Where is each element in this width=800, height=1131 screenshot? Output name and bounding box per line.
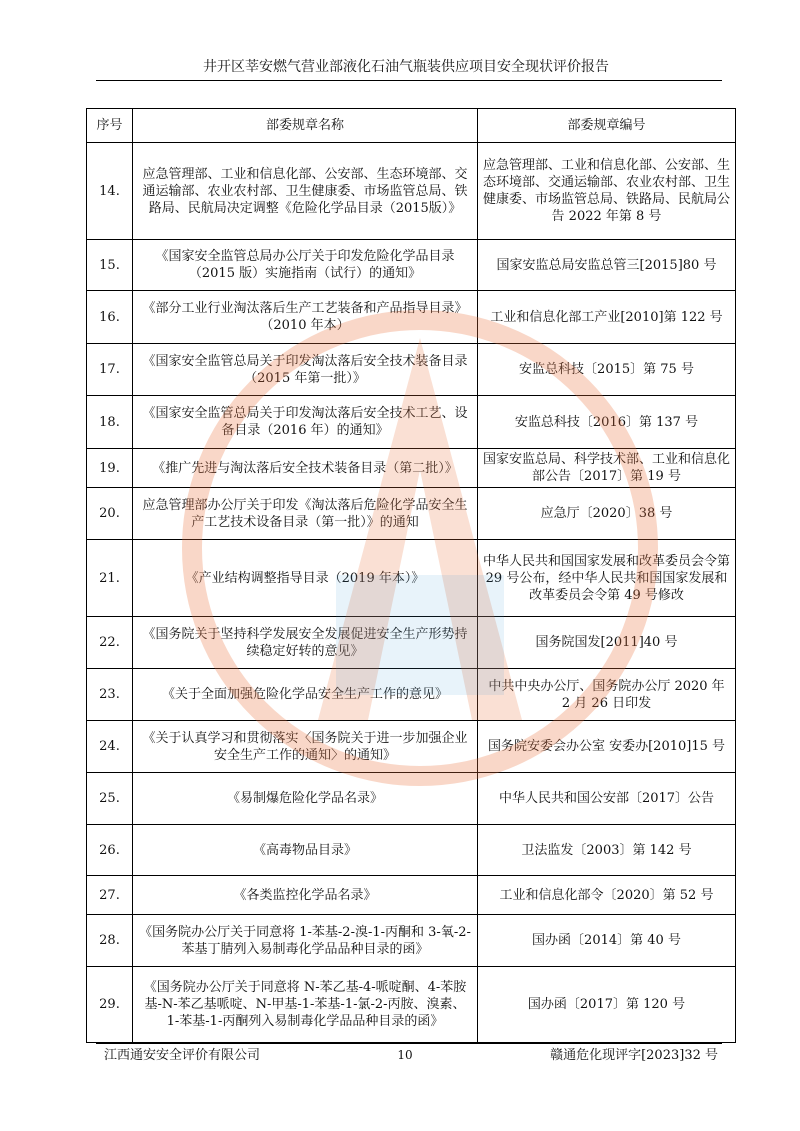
row-number: 22.	[87, 617, 133, 669]
table-row	[87, 344, 736, 396]
regulation-name: 《关于认真学习和贯彻落实〈国务院关于进一步加强企业安全生产工作的通知〉的通知》	[133, 721, 478, 773]
table-row	[87, 396, 736, 449]
regulation-name: 《推广先进与淘汰落后安全技术装备目录（第二批）》	[133, 449, 478, 488]
regulation-name: 《国家安全监管总局关于印发淘汰落后安全技术工艺、设备目录（2016 年）的通知》	[133, 396, 478, 449]
table-row	[87, 449, 736, 488]
row-number: 28.	[87, 915, 133, 967]
row-number: 24.	[87, 721, 133, 773]
row-number: 14.	[87, 143, 133, 240]
regulation-code: 安监总科技〔2015〕第 75 号	[478, 344, 736, 396]
row-number: 16.	[87, 291, 133, 344]
table-row	[87, 617, 736, 669]
column-header-number: 序号	[87, 109, 133, 143]
regulation-name: 《产业结构调整指导目录（2019 年本）》	[133, 540, 478, 617]
table-row	[87, 773, 736, 825]
regulation-name: 《部分工业行业淘汰落后生产工艺装备和产品指导目录》（2010 年本）	[133, 291, 478, 344]
regulation-code: 国办函〔2017〕第 120 号	[478, 967, 736, 1043]
regulation-code: 工业和信息化部令〔2020〕第 52 号	[478, 876, 736, 915]
row-number: 19.	[87, 449, 133, 488]
regulation-code: 国家安监总局安监总管三[2015]80 号	[478, 240, 736, 291]
row-number: 17.	[87, 344, 133, 396]
regulation-code: 安监总科技〔2016〕第 137 号	[478, 396, 736, 449]
footer-divider	[96, 1043, 722, 1044]
row-number: 15.	[87, 240, 133, 291]
row-number: 20.	[87, 488, 133, 540]
regulation-name: 《国务院关于坚持科学发展安全发展促进安全生产形势持续稳定好转的意见》	[133, 617, 478, 669]
table-row	[87, 540, 736, 617]
regulation-name: 《国家安全监管总局关于印发淘汰落后安全技术装备目录（2015 年第一批）》	[133, 344, 478, 396]
row-number: 27.	[87, 876, 133, 915]
row-number: 26.	[87, 825, 133, 876]
regulation-code: 卫法监发〔2003〕第 142 号	[478, 825, 736, 876]
row-number: 18.	[87, 396, 133, 449]
regulation-name: 《国务院办公厅关于同意将 N-苯乙基-4-哌啶酮、4-苯胺基-N-苯乙基哌啶、N-甲基-1-苯基-1-氯-2-丙胺、溴素、1-苯基-1-丙酮列入易制毒化学品品种目录的函》	[133, 967, 478, 1043]
regulation-name: 应急管理部、工业和信息化部、公安部、生态环境部、交通运输部、农业农村部、卫生健康委、市场监管总局、铁路局、民航局决定调整《危险化学品目录（2015版）》	[133, 143, 478, 240]
table-row	[87, 915, 736, 967]
regulation-code: 国家安监总局、科学技术部、工业和信息化部公告〔2017〕第 19 号	[478, 449, 736, 488]
regulation-code: 国务院安委会办公室 安委办[2010]15 号	[478, 721, 736, 773]
regulation-code: 工业和信息化部工产业[2010]第 122 号	[478, 291, 736, 344]
table-row	[87, 669, 736, 721]
table-row	[87, 240, 736, 291]
regulation-code: 中共中央办公厅、国务院办公厅 2020 年 2 月 26 日印发	[478, 669, 736, 721]
row-number: 23.	[87, 669, 133, 721]
regulation-name: 《关于全面加强危险化学品安全生产工作的意见》	[133, 669, 478, 721]
column-header-name: 部委规章名称	[133, 109, 478, 143]
page-header-title: 井开区莘安燃气营业部液化石油气瓶装供应项目安全现状评价报告	[203, 59, 609, 75]
regulation-code: 应急管理部、工业和信息化部、公安部、生态环境部、交通运输部、农业农村部、卫生健康委、市场监管总局、铁路局、民航局公告 2022 年第 8 号	[478, 143, 736, 240]
table-row	[87, 488, 736, 540]
footer-document-number: 赣通危化现评字[2023]32 号	[550, 1048, 718, 1063]
footer-company: 江西通安安全评价有限公司	[104, 1048, 261, 1063]
header-divider	[96, 80, 722, 81]
table-row	[87, 967, 736, 1043]
regulation-name: 《国家安全监管总局办公厅关于印发危险化学品目录（2015 版）实施指南（试行）的通知》	[133, 240, 478, 291]
regulation-name: 《各类监控化学品名录》	[133, 876, 478, 915]
regulation-name: 应急管理部办公厅关于印发《淘汰落后危险化学品安全生产工艺技术设备目录（第一批）》的通知	[133, 488, 478, 540]
regulations-table	[86, 108, 735, 1043]
regulation-name: 《高毒物品目录》	[133, 825, 478, 876]
page-number: 10	[397, 1048, 413, 1062]
regulation-code: 中华人民共和国公安部〔2017〕公告	[478, 773, 736, 825]
regulation-name: 《易制爆危险化学品名录》	[133, 773, 478, 825]
table-row	[87, 291, 736, 344]
regulation-code: 国办函〔2014〕第 40 号	[478, 915, 736, 967]
column-header-code: 部委规章编号	[478, 109, 736, 143]
table-row	[87, 825, 736, 876]
regulation-code: 应急厅〔2020〕38 号	[478, 488, 736, 540]
row-number: 25.	[87, 773, 133, 825]
row-number: 21.	[87, 540, 133, 617]
table-header-row	[87, 109, 736, 143]
regulation-code: 中华人民共和国国家发展和改革委员会令第 29 号公布，经中华人民共和国国家发展和改革委员会令第 49 号修改	[478, 540, 736, 617]
table-row	[87, 876, 736, 915]
regulation-name: 《国务院办公厅关于同意将 1-苯基-2-溴-1-丙酮和 3-氧-2-苯基丁腈列入易制毒化学品品种目录的函》	[133, 915, 478, 967]
table-row	[87, 721, 736, 773]
row-number: 29.	[87, 967, 133, 1043]
regulation-code: 国务院国发[2011]40 号	[478, 617, 736, 669]
table-row	[87, 143, 736, 240]
